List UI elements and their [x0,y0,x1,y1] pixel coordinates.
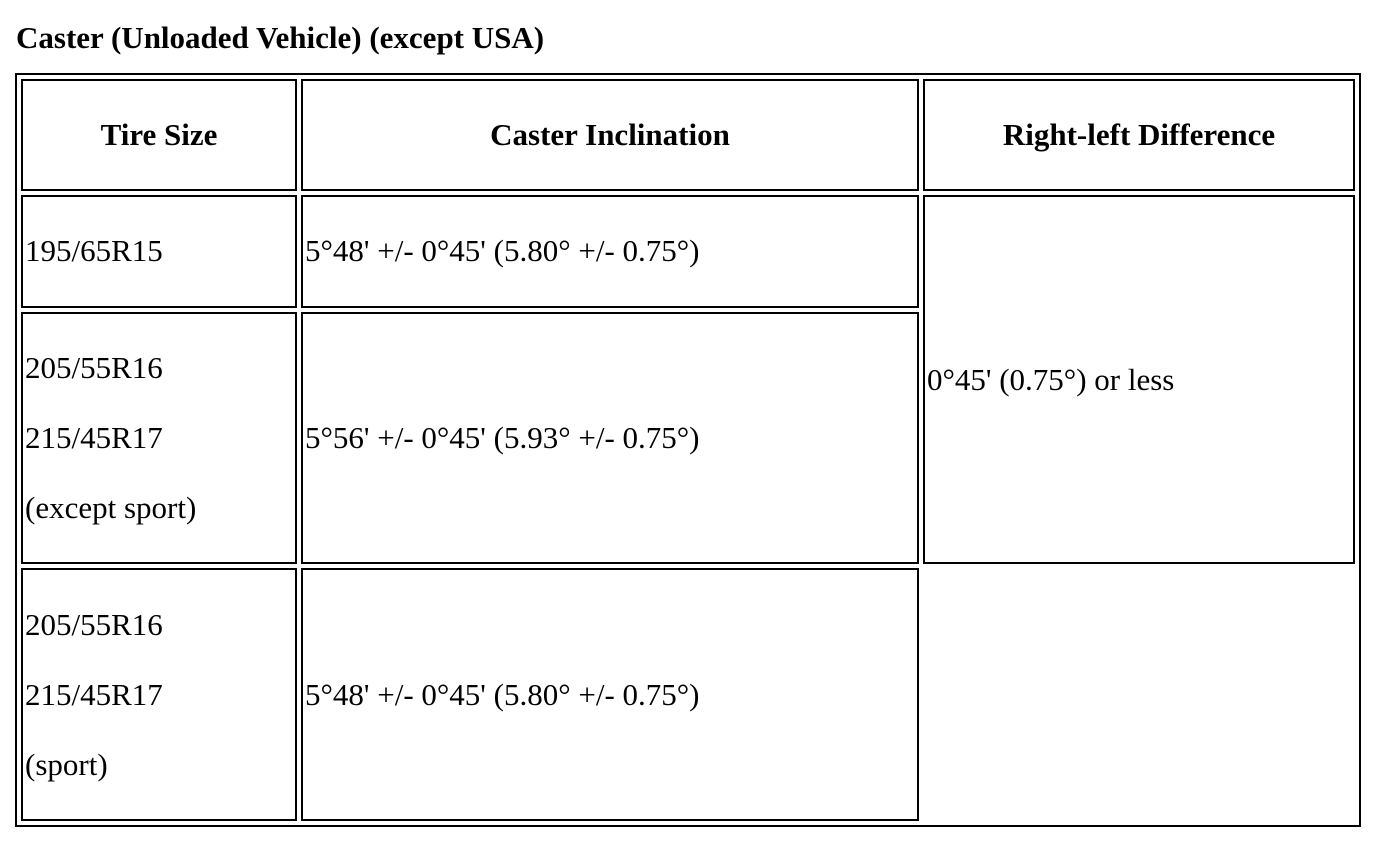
header-right-left-difference: Right-left Difference [923,79,1355,191]
header-tire-size: Tire Size [21,79,297,191]
tire-size-line: 205/55R16 [25,349,163,385]
tire-size-cell [21,312,297,565]
table-header-row [21,79,1355,191]
header-caster-inclination: Caster Inclination [301,79,919,191]
caster-inclination-cell: 5°48' +/- 0°45' (5.80° +/- 0.75°) [301,568,919,821]
tire-size-line: 215/45R17 [25,419,163,455]
empty-cell [923,568,1355,821]
tire-size-line: 195/65R15 [25,233,163,269]
table-row [21,568,1355,821]
tire-size-line: (except sport) [25,489,197,525]
tire-size-line: (sport) [25,746,108,782]
caster-inclination-cell: 5°56' +/- 0°45' (5.93° +/- 0.75°) [301,312,919,565]
tire-size-cell [21,568,297,821]
table-row [21,195,1355,307]
tire-size-line: 205/55R16 [25,606,163,642]
caster-inclination-cell: 5°48' +/- 0°45' (5.80° +/- 0.75°) [301,195,919,307]
page-title: Caster (Unloaded Vehicle) (except USA) [16,20,545,55]
right-left-difference-cell: 0°45' (0.75°) or less [923,195,1355,564]
tire-size-line: 215/45R17 [25,676,163,712]
tire-size-cell [21,195,297,307]
caster-spec-table [15,73,1361,827]
